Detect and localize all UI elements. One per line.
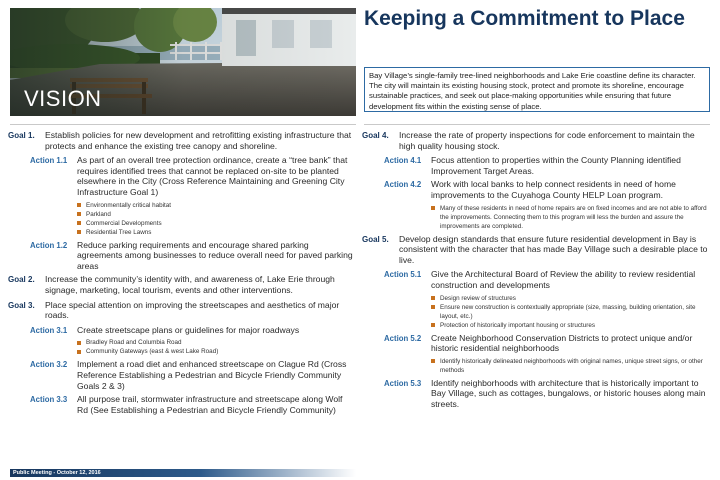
action-text: Work with local banks to help connect residents in need of home improvements to the Cuyahoga County HELP Loan program. bbox=[431, 179, 676, 200]
list-item bbox=[431, 204, 708, 231]
list-item bbox=[77, 347, 354, 356]
bullet-text: Commercial Developments bbox=[86, 219, 162, 227]
bullet-list bbox=[431, 294, 708, 330]
footer-text: Public Meeting - October 12, 2016 bbox=[13, 470, 101, 476]
action-number: Action 3.3 bbox=[30, 395, 68, 405]
bullet-square-icon bbox=[431, 359, 435, 363]
bullet-text: Parkland bbox=[86, 210, 111, 218]
action-number: Action 5.2 bbox=[384, 333, 422, 343]
action-text: Create Neighborhood Conservation Districts to protect unique and/or historic residential neighborhoods bbox=[431, 332, 693, 354]
intro-box bbox=[364, 67, 710, 112]
vision-label: VISION bbox=[24, 86, 102, 111]
list-item bbox=[431, 303, 708, 321]
goal-4 bbox=[362, 130, 708, 151]
bullet-square-icon bbox=[431, 296, 435, 300]
action-number: Action 3.1 bbox=[30, 325, 68, 335]
bullet-square-icon bbox=[431, 323, 435, 327]
action-number: Action 1.2 bbox=[30, 240, 68, 250]
action-text: As part of an overall tree protection ordinance, create a “tree bank” that requires identified trees that cannot be replaced on-site to be planted elsewhere in the City (Cross Reference Maintaining and Greening City Infrastructure Goal 1) bbox=[77, 155, 348, 197]
action-text: Give the Architectural Board of Review the ability to review residential construction and developments bbox=[431, 269, 696, 290]
goal-1 bbox=[8, 130, 354, 151]
action-1-2 bbox=[30, 240, 354, 272]
bullet-square-icon bbox=[77, 212, 81, 216]
left-column bbox=[8, 130, 354, 418]
list-item bbox=[77, 219, 354, 228]
right-column bbox=[362, 130, 708, 413]
list-item bbox=[77, 338, 354, 347]
bullet-square-icon bbox=[431, 206, 435, 210]
footer-bar bbox=[10, 469, 356, 477]
action-number: Action 4.2 bbox=[384, 180, 422, 190]
intro-text: Bay Village’s single-family tree-lined neighborhoods and Lake Erie coastline define its character. The city will maintain its existing housing stock, protect and promote its shoreline, encourage sustainable practices, and seek out place-making opportunities while ensuring that future development fits within the existing sense of place. bbox=[369, 71, 696, 111]
action-number: Action 1.1 bbox=[30, 156, 68, 166]
action-text: Implement a road diet and enhanced streetscape on Clague Rd (Cross Reference Establishing a Pedestrian and Bicycle Friendly Community Goals 2 & 3) bbox=[77, 359, 347, 391]
divider bbox=[10, 124, 356, 125]
goal-number: Goal 5. bbox=[362, 234, 389, 244]
bullet-square-icon bbox=[77, 221, 81, 225]
list-item bbox=[431, 357, 708, 375]
goal-text: Place special attention on improving the streetscapes and aesthetics of major roads. bbox=[45, 299, 340, 321]
bullet-square-icon bbox=[77, 230, 81, 234]
bullet-text: Protection of historically important housing or structures bbox=[440, 321, 596, 329]
goal-text: Increase the community’s identity with, and awareness of, Lake Erie through signage, marketing, local tourism, events and other interventions. bbox=[45, 274, 335, 295]
goal-2 bbox=[8, 274, 354, 295]
bullet-list bbox=[77, 338, 354, 356]
divider bbox=[364, 124, 710, 125]
bullet-text: Residential Tree Lawns bbox=[86, 228, 152, 236]
list-item bbox=[431, 321, 708, 330]
bullet-text: Identify historically delineated neighborhoods with original names, unique street signs, or other methods bbox=[440, 357, 703, 374]
list-item bbox=[77, 210, 354, 219]
action-text: Create streetscape plans or guidelines for major roadways bbox=[77, 324, 300, 335]
goal-number: Goal 1. bbox=[8, 131, 35, 140]
action-3-3 bbox=[30, 394, 354, 415]
bullet-square-icon bbox=[77, 350, 81, 354]
goal-number: Goal 3. bbox=[8, 300, 35, 310]
list-item bbox=[431, 294, 708, 303]
bullet-list bbox=[77, 201, 354, 237]
bullet-text: Community Gateways (east & west Lake Road) bbox=[86, 348, 219, 356]
list-item bbox=[77, 201, 354, 210]
action-5-3 bbox=[384, 378, 708, 410]
list-item bbox=[77, 228, 354, 237]
bullet-square-icon bbox=[77, 203, 81, 207]
action-4-2 bbox=[384, 179, 708, 200]
action-number: Action 5.3 bbox=[384, 378, 422, 388]
goal-number: Goal 4. bbox=[362, 131, 389, 140]
bullet-text: Bradley Road and Columbia Road bbox=[86, 339, 182, 347]
action-3-2 bbox=[30, 359, 354, 391]
bullet-square-icon bbox=[431, 305, 435, 309]
bullet-text: Many of these residents in need of home repairs are on fixed incomes and are not able to afford the improvements. Connecting them to this program will less the burden and assure the improvements are completed. bbox=[440, 204, 707, 230]
action-number: Action 5.1 bbox=[384, 270, 422, 280]
bullet-text: Ensure new construction is contextually appropriate (size, massing, building orientation, site layout, etc.) bbox=[440, 303, 696, 320]
action-text: Identify neighborhoods with architecture that is historically important to Bay Village, such as cottages, bungalows, or historic houses along main streets. bbox=[431, 377, 706, 409]
action-5-2 bbox=[384, 333, 708, 354]
action-5-1 bbox=[384, 269, 708, 290]
goal-text: Increase the rate of property inspections for code enforcement to maintain the high quality housing stock. bbox=[399, 130, 695, 151]
goal-3 bbox=[8, 300, 354, 321]
bullet-list bbox=[431, 357, 708, 375]
action-text: Reduce parking requirements and encourage shared parking agreements among businesses to reduce overall need for paved parking areas bbox=[77, 239, 353, 271]
action-text: Focus attention to properties within the County Planning identified Improvement Target Areas. bbox=[431, 155, 681, 176]
goal-number: Goal 2. bbox=[8, 275, 35, 285]
action-text: All purpose trail, stormwater infrastructure and streetscape along Wolf Rd (See Establishing a Pedestrian and Bicycle Friendly Community) bbox=[77, 394, 343, 415]
action-3-1 bbox=[30, 325, 354, 336]
bullet-square-icon bbox=[77, 341, 81, 345]
bullet-list bbox=[431, 204, 708, 231]
goal-text: Develop design standards that ensure future residential development in Bay is consistent with the character that has made Bay Village such a desirable place to live. bbox=[399, 233, 708, 265]
action-number: Action 3.2 bbox=[30, 360, 68, 370]
vision-hero-photo bbox=[10, 8, 356, 116]
page-title: Keeping a Commitment to Place bbox=[364, 7, 685, 30]
bullet-text: Environmentally critical habitat bbox=[86, 201, 172, 209]
goal-5 bbox=[362, 234, 708, 266]
action-1-1 bbox=[30, 155, 354, 197]
action-4-1 bbox=[384, 155, 708, 176]
bullet-text: Design review of structures bbox=[440, 294, 516, 302]
goal-text: Establish policies for new development and retrofitting existing infrastructure that protects and enhance the existing tree canopy and shoreline. bbox=[45, 130, 352, 151]
action-number: Action 4.1 bbox=[384, 156, 422, 166]
